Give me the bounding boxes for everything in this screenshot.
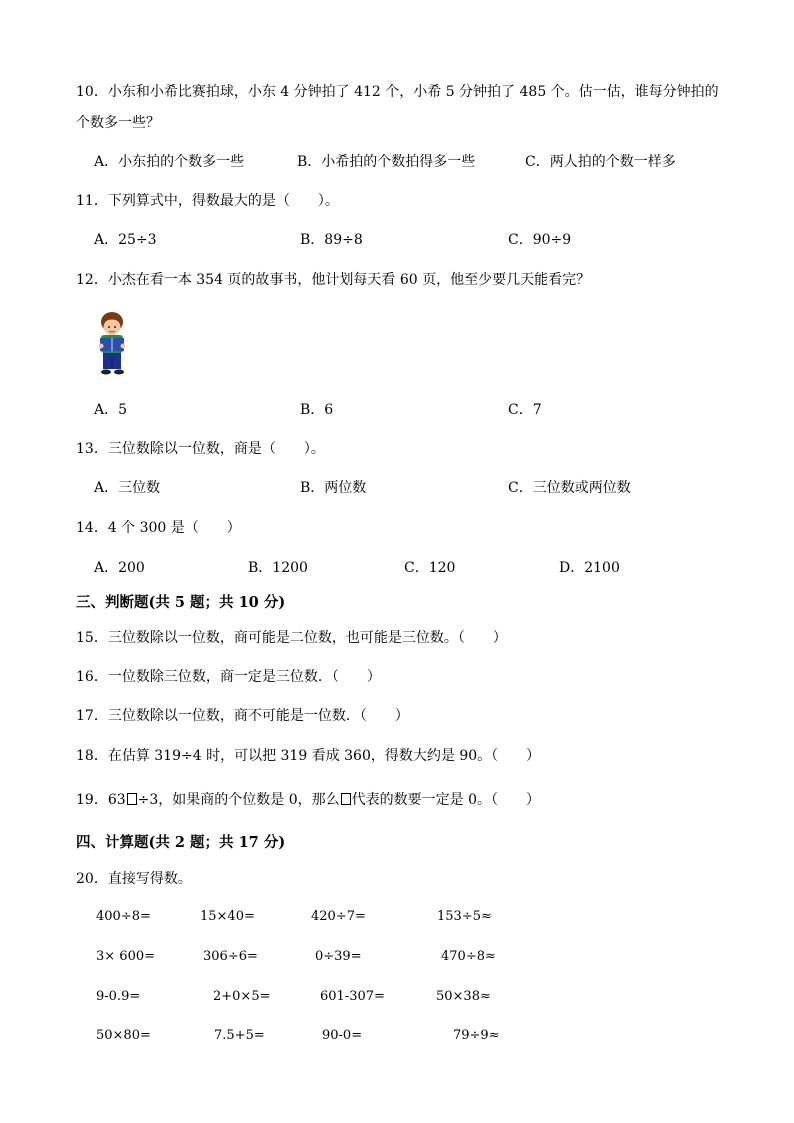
q14-option-d: D．2100 bbox=[559, 560, 620, 576]
question-15: 15．三位数除以一位数，商可能是二位数，也可能是三位数。（ ） bbox=[76, 630, 507, 646]
q13-option-a: A．三位数 bbox=[94, 480, 161, 496]
calc-item: 50×38≈ bbox=[436, 989, 491, 1004]
q19-middle: ÷3，如果商的个位数是 0，那么 bbox=[137, 792, 340, 808]
question-16: 16．一位数除三位数，商一定是三位数．（ ） bbox=[76, 669, 381, 685]
question-17: 17．三位数除以一位数，商不可能是一位数．（ ） bbox=[76, 708, 409, 724]
blank-box bbox=[341, 793, 351, 805]
q19-suffix: 代表的数要一定是 0。（ ） bbox=[351, 792, 540, 808]
section-3-heading: 三、判断题(共 5 题；共 10 分) bbox=[76, 594, 286, 611]
question-20: 20．直接写得数。 bbox=[76, 871, 192, 887]
calc-item: 470÷8≈ bbox=[441, 949, 496, 964]
q12-option-b: B．6 bbox=[300, 402, 334, 418]
calc-item: 7.5+5= bbox=[214, 1028, 265, 1043]
q13-option-c: C．三位数或两位数 bbox=[508, 480, 631, 496]
q12-option-c: C．7 bbox=[508, 402, 542, 418]
q19-prefix: 19．63 bbox=[76, 792, 126, 808]
q13-option-b: B．两位数 bbox=[300, 480, 367, 496]
q11-option-c: C．90÷9 bbox=[508, 232, 572, 248]
question-11: 11．下列算式中，得数最大的是（ ）。 bbox=[76, 193, 339, 209]
question-13: 13．三位数除以一位数，商是（ ）。 bbox=[76, 441, 325, 457]
question-10-line-1: 10．小东和小希比赛拍球，小东 4 分钟拍了 412 个，小希 5 分钟拍了 485 个。估一估，谁每分钟拍的 bbox=[76, 84, 719, 100]
q12-option-a: A．5 bbox=[94, 402, 128, 418]
calc-item: 601-307= bbox=[320, 989, 385, 1004]
question-18: 18．在估算 319÷4 时，可以把 319 看成 360，得数大约是 90。（ ） bbox=[76, 748, 541, 764]
calc-item: 15×40= bbox=[200, 909, 255, 924]
q14-option-c: C．120 bbox=[404, 560, 456, 576]
question-12: 12．小杰在看一本 354 页的故事书，他计划每天看 60 页，他至少要几天能看完？ bbox=[76, 272, 591, 288]
q10-option-b: B．小希拍的个数拍得多一些 bbox=[297, 154, 476, 170]
q14-option-b: B．1200 bbox=[248, 560, 308, 576]
calc-item: 0÷39= bbox=[315, 949, 362, 964]
question-14: 14．4 个 300 是（ ） bbox=[76, 520, 241, 536]
calc-item: 153÷5≈ bbox=[437, 909, 492, 924]
q10-option-a: A．小东拍的个数多一些 bbox=[94, 154, 245, 170]
calc-item: 2+0×5= bbox=[213, 989, 271, 1004]
calc-item: 90-0= bbox=[322, 1028, 363, 1043]
calc-item: 420÷7= bbox=[311, 909, 366, 924]
q14-option-a: A．200 bbox=[94, 560, 145, 576]
calc-item: 79÷9≈ bbox=[453, 1028, 500, 1043]
blank-box bbox=[127, 793, 137, 805]
question-19 bbox=[76, 791, 540, 809]
calc-item: 306÷6= bbox=[203, 949, 258, 964]
question-10-line-2: 个数多一些？ bbox=[76, 115, 160, 131]
calc-item: 400÷8= bbox=[96, 909, 151, 924]
calc-item: 3× 600= bbox=[96, 949, 156, 964]
calc-item: 50×80= bbox=[96, 1028, 151, 1043]
q10-option-c: C．两人拍的个数一样多 bbox=[525, 154, 676, 170]
boy-reading-book-icon bbox=[92, 310, 132, 382]
q11-option-a: A．25÷3 bbox=[94, 232, 157, 248]
section-4-heading: 四、计算题(共 2 题；共 17 分) bbox=[76, 834, 286, 851]
q11-option-b: B．89÷8 bbox=[300, 232, 363, 248]
calc-item: 9-0.9= bbox=[96, 989, 141, 1004]
